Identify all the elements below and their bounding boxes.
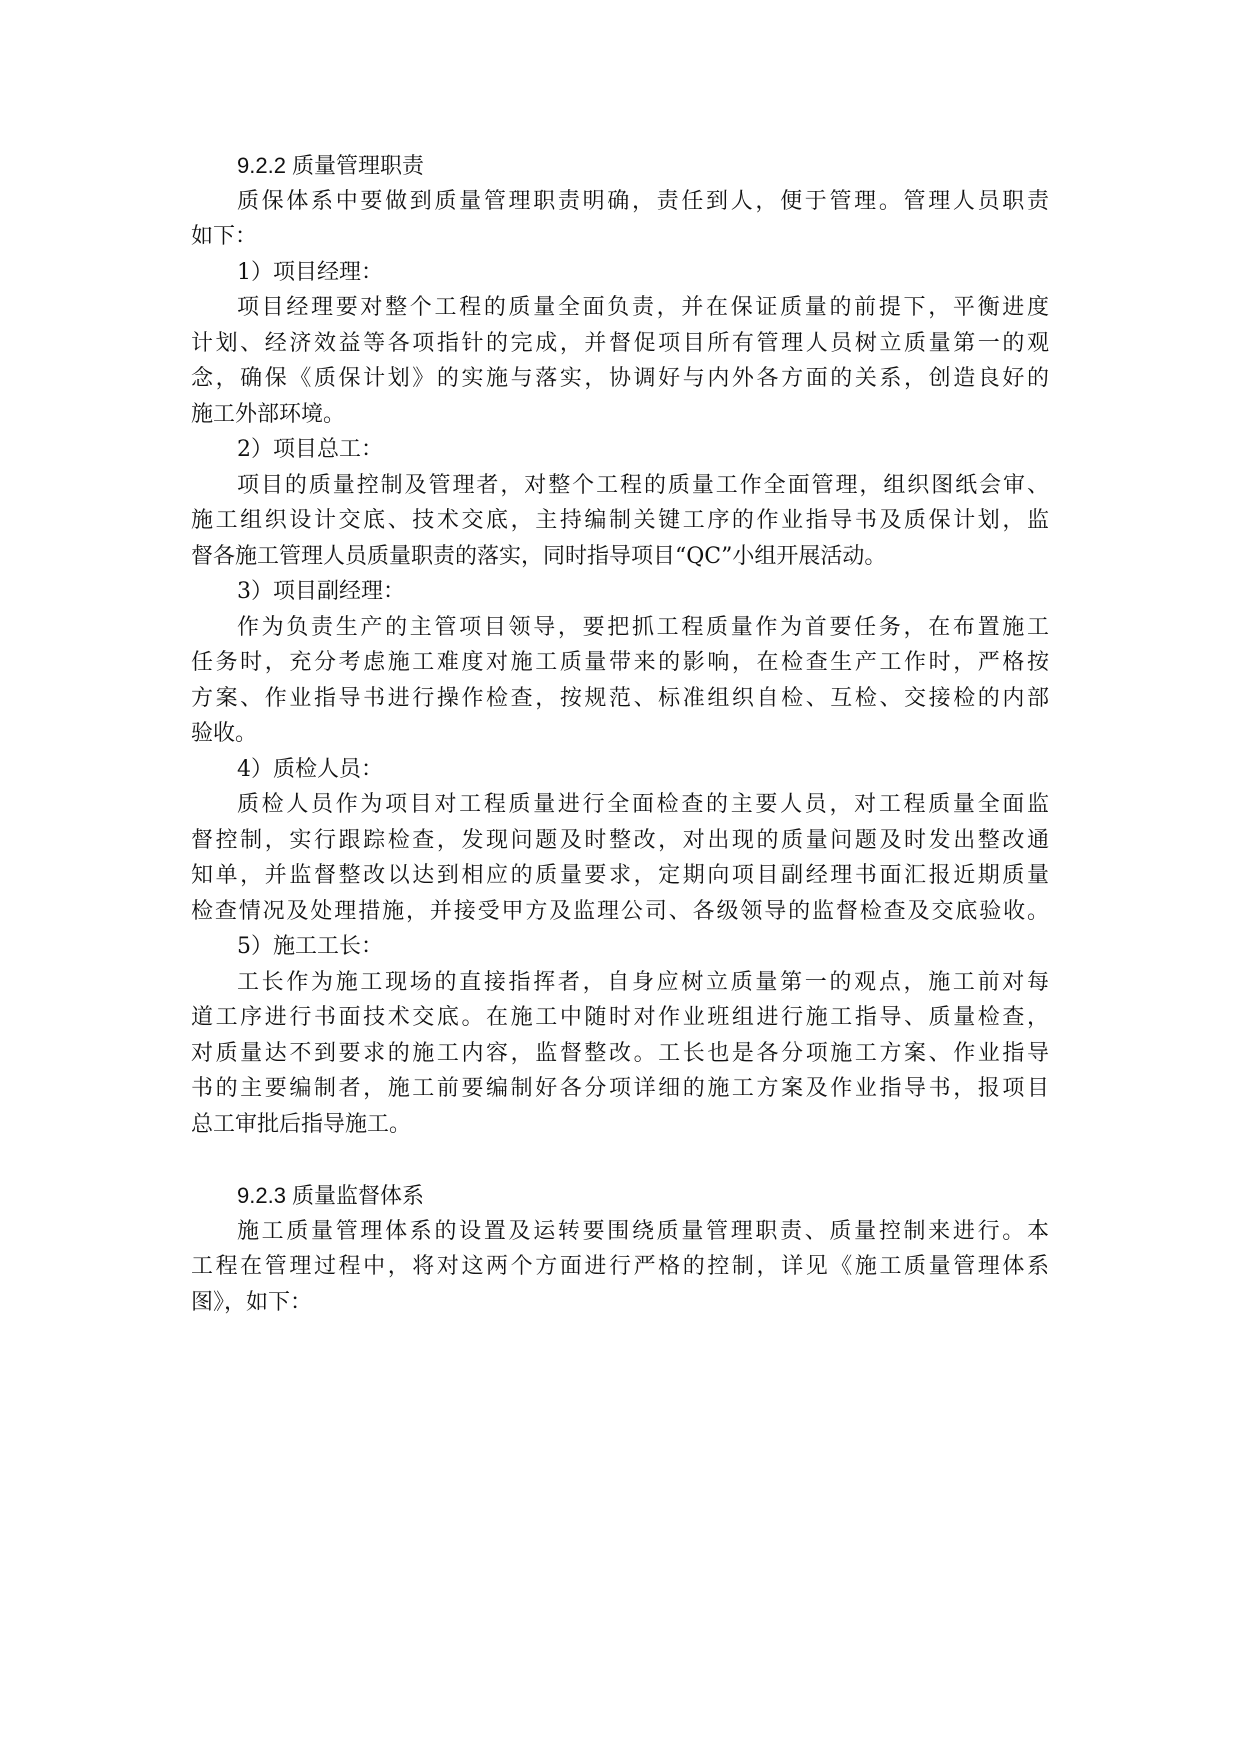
role-title-quality-inspector: 4）质检人员： xyxy=(237,756,383,782)
role-text-line: 作为负责生产的主管项目领导，要把抓工程质量作为首要任务，在布置施工 xyxy=(237,614,1049,640)
role-text-line: 方案、作业指导书进行操作检查，按规范、标准组织自检、互检、交接检的内部 xyxy=(191,685,1049,711)
role-text-line: 项目经理要对整个工程的质量全面负责，并在保证质量的前提下，平衡进度 xyxy=(237,295,1049,320)
section-923-heading: 9.2.3 质量监督体系 xyxy=(237,1183,425,1208)
role-title-project-manager: 1）项目经理： xyxy=(237,259,383,285)
role-text-line: 计划、经济效益等各项指针的完成，并督促项目所有管理人员树立质量第一的观 xyxy=(191,330,1049,356)
section-spacer xyxy=(191,1142,1049,1178)
role-text-line: 对质量达不到要求的施工内容，监督整改。工长也是各分项施工方案、作业指导 xyxy=(191,1040,1049,1066)
role-title-deputy-manager: 3）项目副经理： xyxy=(237,579,405,604)
role-title-site-foreman: 5）施工工长： xyxy=(237,934,383,959)
role-text-line: 工长作为施工现场的直接指挥者，自身应树立质量第一的观点，施工前对每 xyxy=(237,969,1049,995)
role-text-line: 念，确保《质保计划》的实施与落实，协调好与内外各方面的关系，创造良好的 xyxy=(191,366,1049,391)
section-922-intro-line: 如下： xyxy=(191,224,258,249)
role-text-line: 施工外部环境。 xyxy=(191,401,346,427)
section-923-text-line: 工程在管理过程中，将对这两个方面进行严格的控制，详见《施工质量管理体系 xyxy=(191,1254,1049,1279)
role-text-line: 督控制，实行跟踪检查，发现问题及时整改，对出现的质量问题及时发出整改通 xyxy=(191,827,1049,853)
role-text-line: 项目的质量控制及管理者，对整个工程的质量工作全面管理，组织图纸会审、 xyxy=(237,472,1049,498)
role-text-line: 总工审批后指导施工。 xyxy=(191,1111,412,1137)
role-text-line: 道工序进行书面技术交底。在施工中随时对作业班组进行施工指导、质量检查， xyxy=(191,1005,1049,1030)
role-text-line: 质检人员作为项目对工程质量进行全面检查的主要人员，对工程质量全面监 xyxy=(237,792,1049,817)
section-923-text-line: 图》，如下： xyxy=(191,1289,313,1315)
role-title-chief-engineer: 2）项目总工： xyxy=(237,437,383,462)
section-923-text-line: 施工质量管理体系的设置及运转要围绕质量管理职责、质量控制来进行。本 xyxy=(237,1218,1049,1244)
role-text-line: 书的主要编制者，施工前要编制好各分项详细的施工方案及作业指导书，报项目 xyxy=(191,1076,1049,1101)
role-text-line: 任务时，充分考虑施工难度对施工质量带来的影响，在检查生产工作时，严格按 xyxy=(191,650,1049,675)
role-text-line: 督各施工管理人员质量职责的落实，同时指导项目“QC”小组开展活动。 xyxy=(191,543,887,569)
document-page xyxy=(191,148,1049,1320)
role-text-line: 验收。 xyxy=(191,721,258,746)
role-text-line: 检查情况及处理措施，并接受甲方及监理公司、各级领导的监督检查及交底验收。 xyxy=(191,898,1049,924)
section-922-heading: 9.2.2 质量管理职责 xyxy=(237,153,425,178)
section-922-intro-line: 质保体系中要做到质量管理职责明确，责任到人，便于管理。管理人员职责 xyxy=(237,188,1049,214)
role-text-line: 知单，并监督整改以达到相应的质量要求，定期向项目副经理书面汇报近期质量 xyxy=(191,863,1049,888)
role-text-line: 施工组织设计交底、技术交底，主持编制关键工序的作业指导书及质保计划，监 xyxy=(191,508,1049,533)
